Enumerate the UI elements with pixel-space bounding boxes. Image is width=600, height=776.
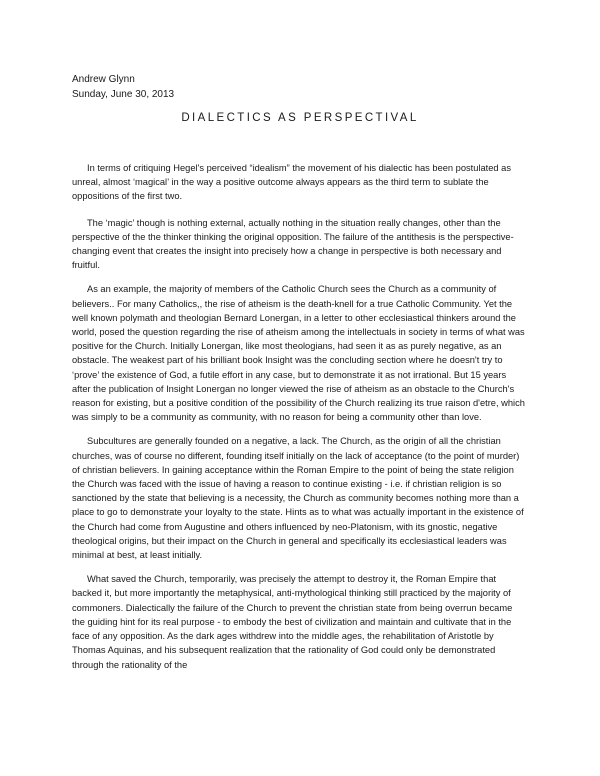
paragraph-2: The ‘magic’ though is nothing external, actually nothing in the situation really changes, other than the perspective of the the thinker thinking the original opposition. The failure of the antithesis is the perspective-changing event that creates the insight into precisely how a change in perspective is both necessary and fruitful. <box>72 217 514 271</box>
paragraph-1: In terms of critiquing Hegel's perceived “idealism” the movement of his dialectic has been postulated as unreal, almost ‘magical’ in the way a positive outcome always appears as the third term to sublate the oppositions of the first two. <box>72 163 511 202</box>
paragraph-5: What saved the Church, temporarily, was precisely the attempt to destroy it, the Roman Empire that backed it, but more importantly the metaphysical, anti-mythological thinking still practiced by the majority of commoners. Dialectically the failure of the Church to prevent the christian state from being overrun became the guiding hint for its real purpose - to embody the best of civilization and maintain and cultivate that in the face of any opposition. As the dark ages withdrew into the middle ages, the rehabilitation of Aristotle by Thomas Aquinas, and his subsequent realization that the rationality of God could only be demonstrated through the rationality of the <box>72 574 513 670</box>
page-title: DIALECTICS AS PERSPECTIVAL <box>181 112 419 124</box>
author-block <box>72 72 174 102</box>
author-name: Andrew Glynn <box>72 74 135 85</box>
paragraph-4: Subcultures are generally founded on a negative, a lack. The Church, as the origin of all the christian churches, was of course no different, founding itself initially on the lack of acceptance (to the point of murder) of christian believers. In gaining acceptance within the Roman Empire to the point of being the state religion the Church was faced with the issue of having a reason to continue existing - i.e. if christian religion is so sanctioned by the state that believing is a necessity, the Church as community becomes nothing more than a place to go to demonstrate your loyalty to the state. Hints as to what was actually important in the existence of the Church had come from Augustine and others influenced by neo-Platonism, with its gnostic, negative theological origins, but their impact on the Church in general and specifically its ecclesiastical leaders was minimal at best, at least initially. <box>72 436 524 561</box>
article-body <box>72 161 526 682</box>
publish-date: Sunday, June 30, 2013 <box>72 89 175 100</box>
paragraph-3: As an example, the majority of members of the Catholic Church sees the Church as a community of believers.. For many Catholics,, the rise of atheism is the death-knell for a true Catholic Community. Yet the well known polymath and theologian Bernard Lonergan, in a letter to other ecclesiastical thinkers around the world, posed the question regarding the rise of atheism among the intellectuals in society in terms of what was positive for the Church. Initially Lonergan, like most theologians, had seen it as as purely negative, as an obstacle. The weakest part of his brilliant book Insight was the concluding section where he doesn't try to ‘prove’ the existence of God, a futile effort in any case, but to demonstrate it as not irrational. But 15 years after the publication of Insight Lonergan no longer viewed the rise of atheism as an obstacle to the Church's reason for existing, but a positive condition of the possibility of the Church realizing its true raison d'etre, which was simply to be a community as community, with no reason for being a community other than love. <box>72 284 525 423</box>
